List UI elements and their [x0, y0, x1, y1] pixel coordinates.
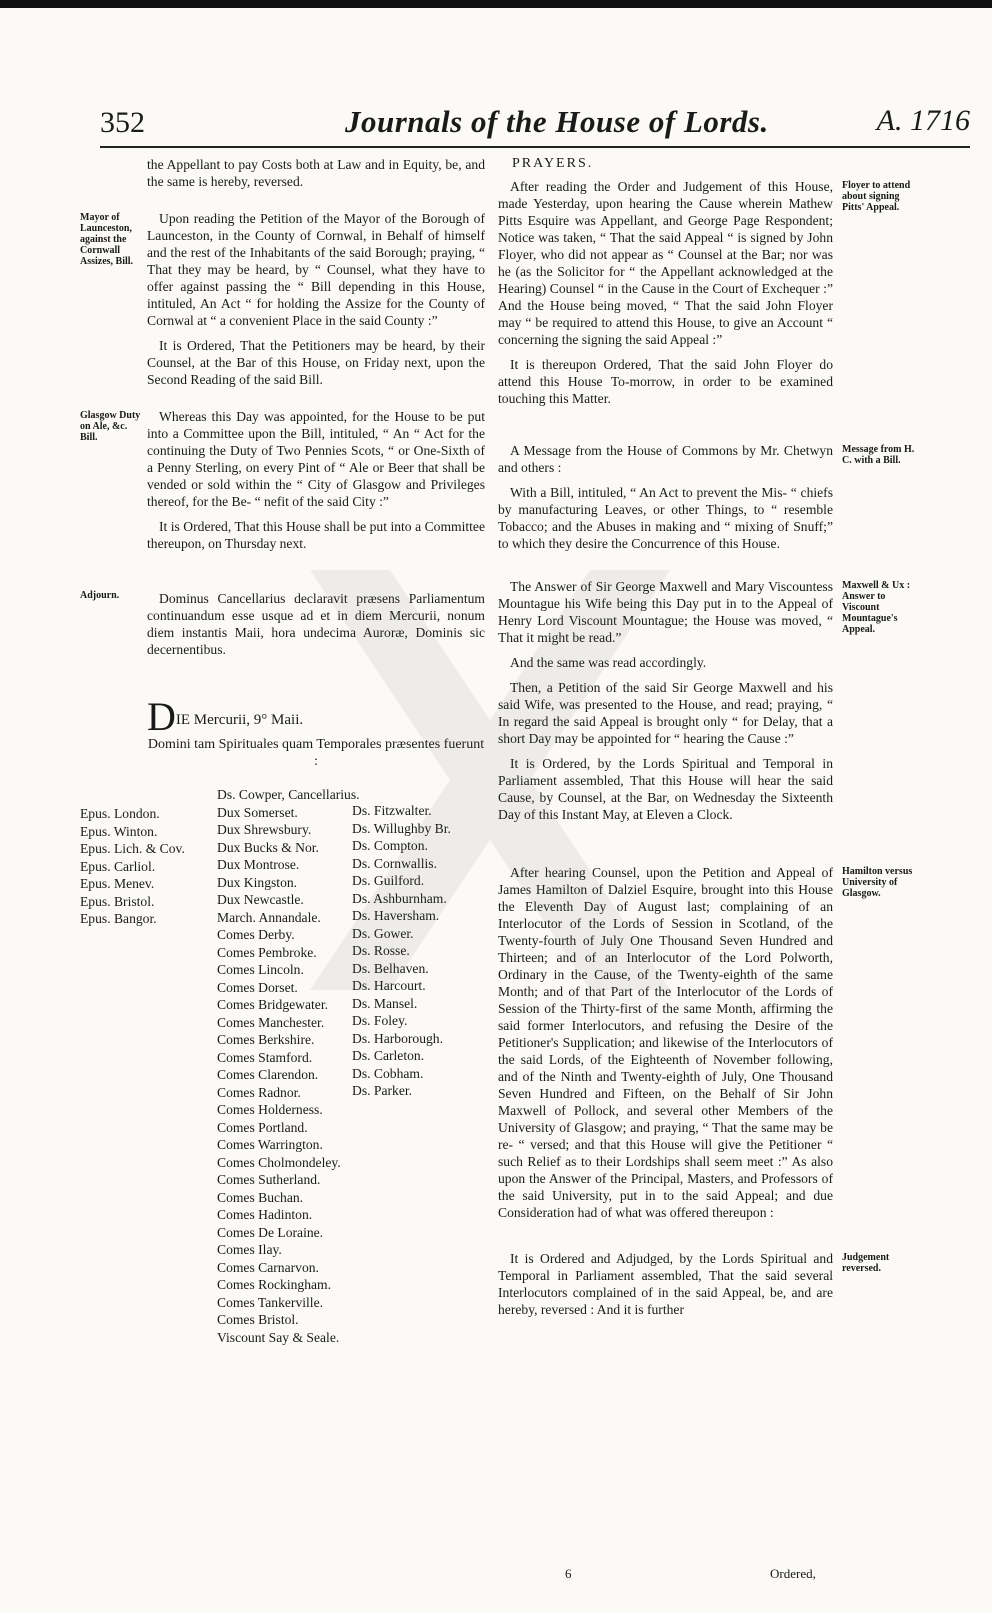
baron-entry: Ds. Gower.: [352, 925, 414, 941]
temporal-lord-entry: Comes De Loraine.: [217, 1224, 324, 1240]
temporal-lord-entry: Comes Bristol.: [217, 1312, 299, 1327]
header-rule: [100, 146, 970, 148]
section-heading: PRAYERS.: [512, 156, 594, 171]
glasgow-margin-note: Glasgow Duty on Ale, &c. Bill.: [80, 410, 141, 443]
temporal-lord-entry: Comes Rockingham.: [217, 1277, 332, 1292]
hamilton-text: After hearing Counsel, upon the Petition and Appeal of James Hamilton of Dalziel Esquire, brought into this House the Eleventh Day of August last; complaining of an Interlocutor of the Lords of Session in Scotland, of the Twenty-fourth of July One Thousand Seven Hundred and Thirteen; and of an Interlocutor of the Lord Polworth, Ordinary in the Cause, of the Twenty-eighth of the same Month; and of that Part of the Interlocutor of the Lords of Session of the Thirty-first of the same Month, affirming the said former Interlocutors, and refusing the Desire of the Petitioner's Supplication; and likewise of the Interlocutors of the said Lords, of the Eighteenth of November following, and of the Ninth and Twenty-eighth of July, One Thousand Seven Hundred and Fifteen, on the Behalf of Sir John Maxwell of Pollock, and several other Members of the University of Glasgow; and praying, “ That the same may be re- “ versed; and that this House will give the Petitioner “ such Relief as to their Lordships shall seem meet :” As also upon the Answer of the Principal, Masters, and Professors of the said University, put in to the said Appeal; and due Consideration had of what was offered thereupon :: [498, 865, 833, 1220]
temporal-lord-entry: Dux Kingston.: [217, 874, 298, 890]
temporal-lord-entry: Comes Lincoln.: [217, 962, 304, 977]
temporal-lord-entry: March. Annandale.: [217, 909, 321, 925]
temporal-lord-entry: Comes Manchester.: [217, 1014, 325, 1030]
temporal-lord-entry: Comes Holderness.: [217, 1102, 323, 1117]
temporal-lord-entry: Comes Hadinton.: [217, 1207, 313, 1222]
temporal-lord-entry: Comes Buchan.: [217, 1189, 304, 1205]
temporal-lord-entry: Comes Ilay.: [217, 1242, 282, 1257]
baron-entry: Ds. Haversham.: [352, 908, 440, 923]
baron-entry: Ds. Cobham.: [352, 1065, 424, 1081]
adjourn-margin-note: Adjourn.: [80, 590, 120, 601]
opening-paragraph: the Appellant to pay Costs both at Law and in Equity, be, and the same is hereby, reversed.: [147, 157, 485, 189]
page-header: [100, 100, 970, 144]
judgement-margin-note: Judgement reversed.: [842, 1252, 890, 1274]
maxwell-margin-note: Maxwell & Ux : Answer to Viscount Mountague's Appeal.: [842, 580, 911, 635]
launceston-margin-note: Mayor of Launceston, against the Cornwall Assizes, Bill.: [80, 212, 134, 267]
temporal-lord-entry: Comes Radnor.: [217, 1084, 301, 1100]
maxwell-read: And the same was read accordingly.: [510, 655, 707, 670]
bishop-entry: Epus. London.: [80, 806, 160, 821]
hamilton-entry: [498, 864, 833, 1221]
bishop-entry: Epus. Bangor.: [80, 911, 157, 926]
temporal-lord-entry: Dux Montrose.: [217, 857, 300, 872]
adjourn-entry: [147, 590, 485, 658]
temporal-lord-entry: Comes Carnarvon.: [217, 1259, 319, 1275]
temporal-lord-entry: Comes Portland.: [217, 1119, 308, 1135]
temporal-lord-entry: Comes Sutherland.: [217, 1172, 321, 1187]
baron-entry: Ds. Cornwallis.: [352, 855, 437, 871]
bishop-entry: Epus. Menev.: [80, 876, 155, 891]
temporal-lord-entry: Comes Pembroke.: [217, 944, 317, 960]
temporal-lords-list: [217, 786, 360, 1346]
temporal-lord-entry: Comes Cholmondeley.: [217, 1154, 341, 1170]
temporal-lord-entry: Comes Warrington.: [217, 1137, 323, 1152]
domini-heading: Domini tam Spirituales quam Temporales præsentes fuerunt :: [147, 737, 485, 769]
left-column-opening: [147, 156, 485, 190]
message-margin-note: Message from H. C. with a Bill.: [842, 444, 915, 466]
session-initial: D: [147, 694, 176, 739]
baron-entry: Ds. Compton.: [352, 838, 428, 853]
message-entry: [498, 442, 833, 552]
temporal-lord-entry: Dux Bucks & Nor.: [217, 839, 319, 855]
bishop-entry: Epus. Bristol.: [80, 893, 155, 909]
baron-entry: Ds. Ashburnham.: [352, 890, 447, 906]
temporal-lord-entry: Comes Dorset.: [217, 979, 298, 995]
baron-entry: Ds. Parker.: [352, 1083, 413, 1098]
session-date: IE Mercurii, 9° Maii.: [175, 712, 304, 728]
judgement-text: It is Ordered and Adjudged, by the Lords Spiritual and Temporal in Parliament assembled, That the said several Interlocutors complained of in the said Appeal, be, and are hereby, reversed : And it is further: [498, 1251, 833, 1317]
baron-entry: Ds. Belhaven.: [352, 960, 429, 976]
temporal-lord-entry: Comes Berkshire.: [217, 1032, 315, 1047]
temporal-lord-entry: Comes Bridgewater.: [217, 997, 328, 1012]
baron-entry: Ds. Harcourt.: [352, 978, 426, 993]
floyer-text: After reading the Order and Judgement of this House, made Yesterday, upon hearing the Cause wherein Mathew Pitts Esquire was Appellant, and George Page Respondent; Notice was taken, “ That the said Appeal “ is signed by John Floyer, who did not appear as “ Counsel at the Bar; nor was he (as the Solicitor for “ the Appellant acknowledged at the Hearing) Counsel “ in the Cause in the Court of Exchequer :” And the House being moved, “ That the said John Floyer may “ be required to attend this House, to give an Account “ concerning the signing the said Appeal :”: [498, 179, 833, 347]
temporal-lord-entry: Comes Clarendon.: [217, 1067, 319, 1082]
maxwell-text: The Answer of Sir George Maxwell and Mary Viscountess Mountague his Wife being this Day put in to the Appeal of Henry Lord Viscount Mountague; the House was moved, “ That it might be read.”: [498, 579, 833, 645]
bishops-list: [80, 805, 185, 928]
bishop-entry: Epus. Winton.: [80, 823, 158, 839]
bishop-entry: Epus. Lich. & Cov.: [80, 841, 185, 856]
baron-entry: Ds. Carleton.: [352, 1048, 425, 1063]
judgement-entry: [498, 1250, 833, 1318]
temporal-lord-entry: Dux Newcastle.: [217, 892, 304, 907]
maxwell-petition: Then, a Petition of the said Sir George Maxwell and his said Wife, was presented to the House, and read; praying, “ In regard the said Appeal is brought only “ for Delay, that a short Day may be appointed for “ hearing the Cause :”: [498, 680, 833, 746]
glasgow-order: It is Ordered, That this House shall be put into a Committee thereupon, on Thursday next.: [147, 519, 485, 551]
bishop-entry: Epus. Carliol.: [80, 858, 156, 874]
top-border: [0, 0, 992, 8]
maxwell-entry: [498, 578, 833, 823]
signature-mark: 6: [565, 1566, 572, 1581]
temporal-lord-entry: Comes Derby.: [217, 927, 295, 942]
temporal-lord-entry: Dux Somerset.: [217, 804, 298, 820]
catchword: Ordered,: [770, 1566, 816, 1581]
temporal-lord-entry: Viscount Say & Seale.: [217, 1329, 340, 1345]
baron-entry: Ds. Foley.: [352, 1013, 408, 1028]
floyer-order: It is thereupon Ordered, That the said John Floyer do attend this House To-morrow, in order to be examined touching this Matter.: [498, 357, 833, 406]
message-bill: With a Bill, intituled, “ An Act to prevent the Mis- “ chiefs by manufacturing Leaves, or other Things, to “ resemble Tobacco; and the Abuses in making and “ mixing of Snuff;” to which they desire the Concurrence of this House.: [498, 485, 833, 551]
page-year: A. 1716: [876, 104, 970, 137]
session-heading: [147, 693, 303, 740]
baron-entry: Ds. Mansel.: [352, 995, 418, 1011]
hamilton-margin-note: Hamilton versus University of Glasgow.: [842, 866, 913, 899]
adjourn-text: Dominus Cancellarius declaravit præsens Parliamentum continuandum esse usque ad et in diem Mercurii, nonum diem instantis Maii, hora undecima Auroræ, Dominis sic decernentibus.: [147, 591, 485, 657]
temporal-lord-entry: Dux Shrewsbury.: [217, 822, 312, 837]
glasgow-text: Whereas this Day was appointed, for the House to be put into a Committee upon the Bill, intituled, “ An “ Act for the continuing the Duty of Two Pennies Scots, “ or One-Sixth of a Penny Sterling, on every Pint of “ Ale or Beer that shall be vended or sold within the “ City of Glasgow and Privileges thereof, for the Be- “ nefit of the said City :”: [147, 409, 485, 509]
page-title: Journals of the House of Lords.: [345, 104, 769, 139]
temporal-lord-entry: Comes Tankerville.: [217, 1294, 324, 1310]
baron-entry: Ds. Rosse.: [352, 943, 410, 958]
temporal-lord-entry: Ds. Cowper, Cancellarius.: [217, 787, 360, 802]
glasgow-entry: [147, 408, 485, 552]
launceston-order: It is Ordered, That the Petitioners may be heard, by their Counsel, at the Bar of this House, on Friday next, upon the Second Reading of the said Bill.: [147, 338, 485, 387]
baron-entry: Ds. Fitzwalter.: [352, 803, 432, 818]
temporal-lord-entry: Comes Stamford.: [217, 1049, 313, 1065]
launceston-petition: Upon reading the Petition of the Mayor of the Borough of Launceston, in the County of Cornwal, in Behalf of himself and the rest of the Inhabitants of the said Borough; praying, “ That they may be heard, by “ Counsel, what they have to offer against passing the “ Bill depending in this House, intituled, An Act “ for holding the Assize for the County of Cornwal at “ a convenient Place in the said County :”: [147, 211, 485, 328]
floyer-entry: [498, 178, 833, 407]
barons-list: [352, 802, 451, 1100]
page-number: 352: [100, 106, 145, 139]
maxwell-order: It is Ordered, by the Lords Spiritual and Temporal in Parliament assembled, That this House will hear the said Cause, by Counsel, at the Bar, on Wednesday the Sixteenth Day of this Instant May, at Eleven a Clock.: [498, 756, 833, 822]
message-text: A Message from the House of Commons by Mr. Chetwyn and others :: [498, 443, 833, 475]
baron-entry: Ds. Guilford.: [352, 873, 425, 888]
floyer-margin-note: Floyer to attend about signing Pitts' Appeal.: [842, 180, 911, 213]
baron-entry: Ds. Willughby Br.: [352, 820, 451, 836]
baron-entry: Ds. Harborough.: [352, 1030, 443, 1046]
launceston-entry: [147, 210, 485, 388]
